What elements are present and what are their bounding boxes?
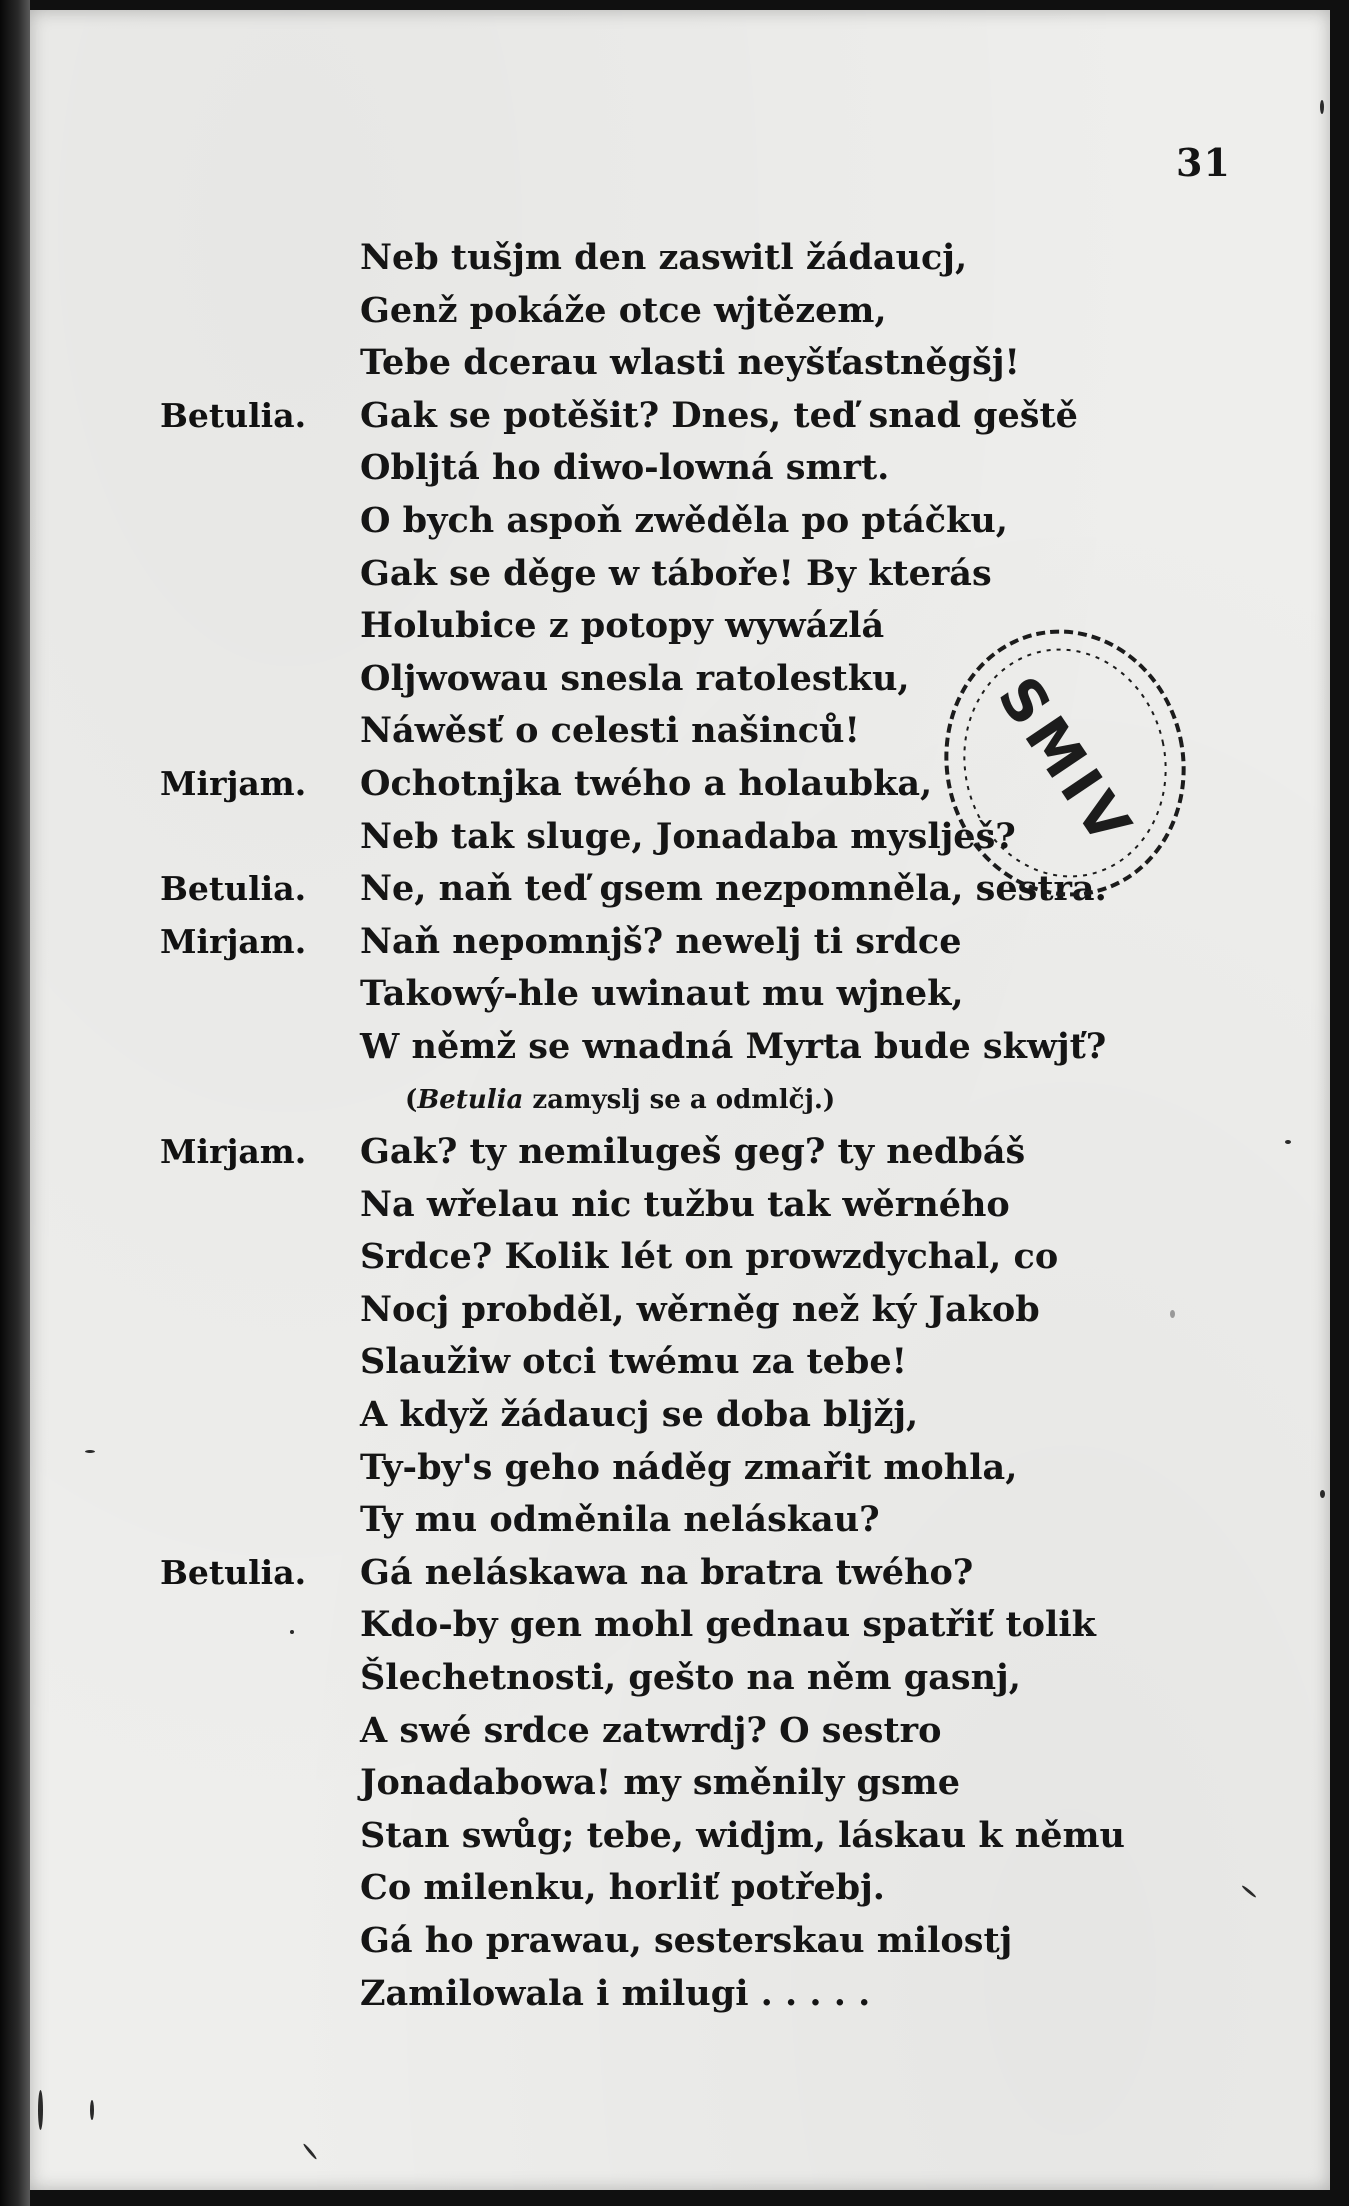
verse-line: Zamilowala i milugi . . . . .	[360, 1972, 871, 2014]
page-number: 31	[1176, 140, 1231, 185]
verse-line: Kdo-by gen mohl gednau spatřiť tolik	[360, 1604, 1096, 1646]
text-line	[160, 1442, 1220, 1495]
verse-line: Slaužiw otci twému za tebe!	[360, 1341, 907, 1383]
verse-line: Neb tak sluge, Jonadaba myslješ?	[360, 815, 1016, 857]
stage-direction	[405, 1074, 835, 1127]
verse-line: Gá ho prawau, sesterskau milostj	[360, 1920, 1013, 1961]
page-gutter-shadow	[0, 0, 30, 2206]
text-line	[160, 390, 1220, 443]
verse-line: Genž pokáže otce wjtězem,	[360, 289, 887, 331]
verse-line: Jonadabowa! my směnily gsme	[360, 1762, 960, 1804]
text-line	[160, 1389, 1220, 1442]
stage-direction-character: Betulia	[417, 1084, 524, 1115]
stage-direction-open: (	[405, 1084, 418, 1115]
verse-line: Ne, naň teď gsem nezpomněla, sestra.	[360, 868, 1107, 910]
text-line	[160, 232, 1220, 285]
speaker-name: Mirjam.	[160, 921, 307, 961]
verse-line: Ochotnjka twého a holaubka,	[360, 762, 933, 804]
text-line	[160, 1652, 1220, 1705]
verse-line: Gak se děge w táboře! By kterás	[360, 552, 992, 594]
verse-line: W němž se wnadná Myrta bude skwjť?	[360, 1025, 1107, 1067]
text-line	[160, 1336, 1220, 1389]
text-line	[160, 285, 1220, 338]
text-line	[160, 1599, 1220, 1652]
verse-line: Obljtá ho diwo-lowná smrt.	[360, 447, 890, 489]
verse-line: Srdce? Kolik lét on prowzdychal, co	[360, 1236, 1059, 1278]
verse-line: Stan swůg; tebe, widjm, láskau k němu	[360, 1814, 1125, 1856]
verse-line: Co milenku, horliť potřebj.	[360, 1867, 885, 1909]
book-page	[30, 10, 1330, 2190]
speaker-name: Betulia.	[160, 1552, 307, 1592]
text-line	[160, 548, 1220, 601]
stage-direction-text: zamyslj se a odmlčj.)	[523, 1084, 836, 1115]
text-line	[160, 1126, 1220, 1179]
text-line	[160, 968, 1220, 1021]
dialogue-text-block	[160, 232, 1220, 2020]
verse-line: Gak se potěšit? Dnes, teď snad geště	[360, 394, 1078, 436]
text-line	[160, 1915, 1220, 1968]
verse-line: Neb tušjm den zaswitl žádaucj,	[360, 237, 968, 278]
verse-line: Náwěsť o celesti našinců!	[360, 710, 860, 752]
text-line	[160, 1021, 1220, 1074]
text-line	[160, 1074, 1220, 1127]
text-line	[160, 1284, 1220, 1337]
speaker-name: Mirjam.	[160, 1132, 307, 1172]
verse-line: Gá neláskawa na bratra twého?	[360, 1551, 974, 1593]
speaker-name: Betulia.	[160, 395, 307, 435]
verse-line: Nocj probděl, wěrněg než ký Jakob	[360, 1288, 1040, 1330]
verse-line: Ty-by's geho náděg zmařit mohla,	[360, 1446, 1018, 1488]
verse-line: A když žádaucj se doba bljžj,	[360, 1394, 919, 1436]
verse-line: Holubice z potopy wywázlá	[360, 605, 885, 647]
stamp-text: SMIV	[984, 664, 1148, 861]
text-line	[160, 1810, 1220, 1863]
text-line	[160, 1547, 1220, 1600]
text-line	[160, 1862, 1220, 1915]
text-line	[160, 1494, 1220, 1547]
verse-line: A swé srdce zatwrdj? O sestro	[360, 1709, 942, 1751]
text-line	[160, 1231, 1220, 1284]
text-line	[160, 916, 1220, 969]
text-line	[160, 442, 1220, 495]
text-line	[160, 1179, 1220, 1232]
verse-line: O bych aspoň zwěděla po ptáčku,	[360, 499, 1008, 541]
text-line	[160, 1968, 1220, 2021]
verse-line: Na wřelau nic tužbu tak wěrného	[360, 1183, 1010, 1225]
text-line	[160, 337, 1220, 390]
verse-line: Takowý-hle uwinaut mu wjnek,	[360, 973, 964, 1015]
text-line	[160, 1705, 1220, 1758]
verse-line: Ty mu odměnila neláskau?	[360, 1499, 880, 1541]
speaker-name: Betulia.	[160, 869, 307, 909]
verse-line: Gak? ty nemilugeš geg? ty nedbáš	[360, 1131, 1026, 1173]
verse-line: Oljwowau snesla ratolestku,	[360, 657, 910, 699]
verse-line: Tebe dcerau wlasti neyšťastněgšj!	[360, 342, 1020, 384]
text-line	[160, 495, 1220, 548]
speaker-name: Mirjam.	[160, 763, 307, 803]
verse-line: Šlechetnosti, gešto na něm gasnj,	[360, 1657, 1021, 1699]
verse-line: Naň nepomnjš? newelj ti srdce	[360, 920, 962, 962]
text-line	[160, 1757, 1220, 1810]
